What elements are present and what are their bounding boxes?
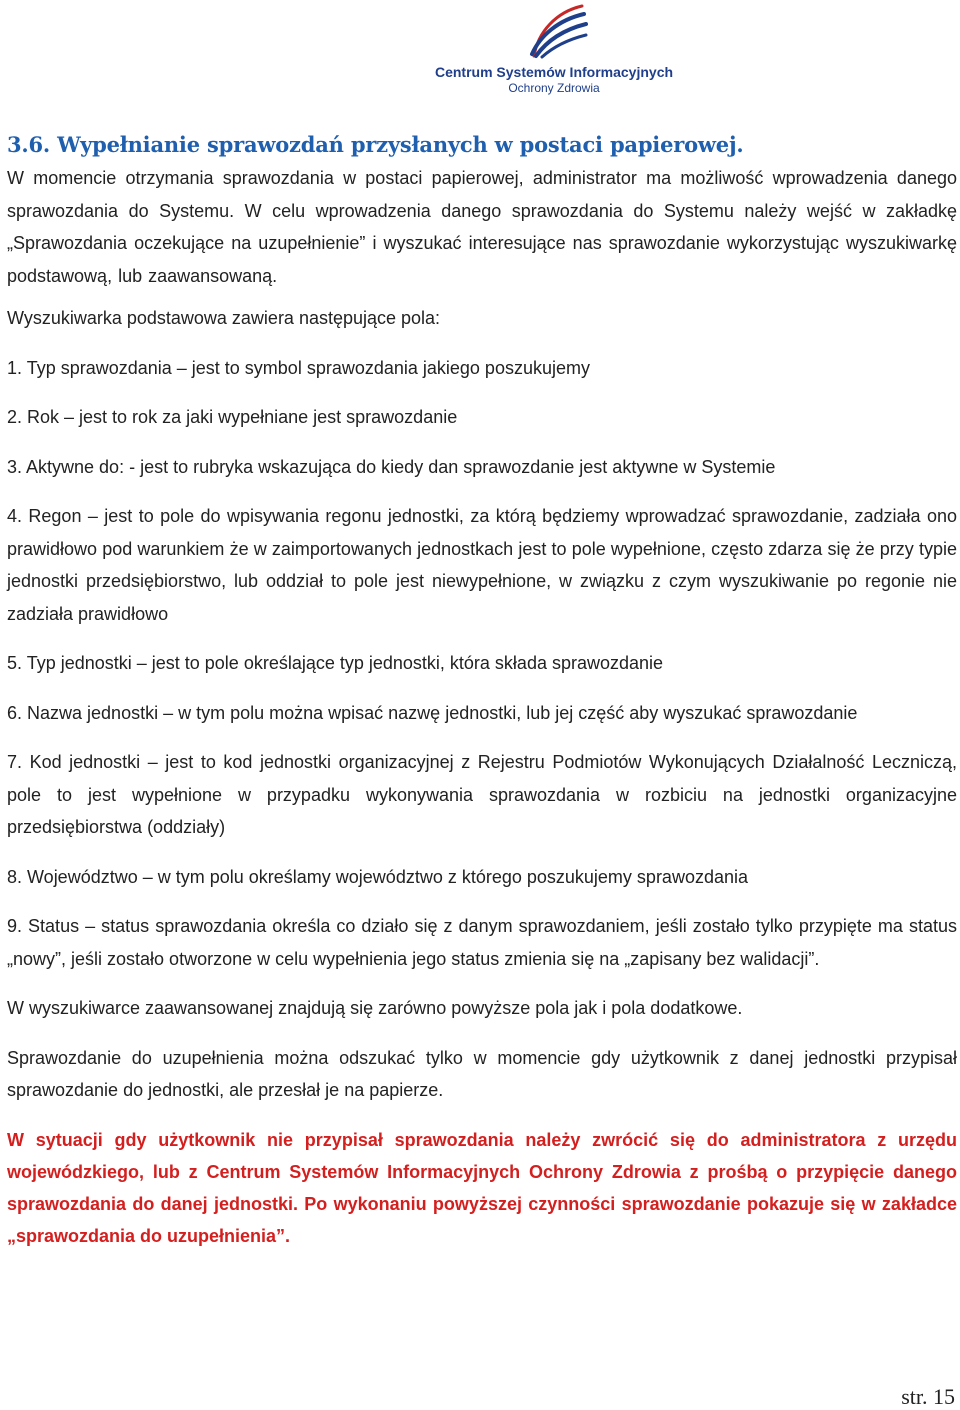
list-item: 1. Typ sprawozdania – jest to symbol sprawozdania jakiego poszukujemy [7,357,590,378]
section-title: 3.6. Wypełnianie sprawozdań przysłanych w postaci papierowej. [7,132,744,157]
page-number: str. 15 [901,1384,955,1409]
document-body [7,128,957,1252]
csioz-logo-icon [528,2,588,60]
warning-paragraph: W sytuacji gdy użytkownik nie przypisał sprawozdania należy zwrócić się do administratora z urzędu wojewódzkiego, lub z Centrum Systemów Informacyjnych Ochrony Zdrowia z prośbą o przypięcie danego sprawozdania do danej jednostki. Po wykonaniu powyższej czynności sprawozdanie pokazuje się w zakładce „sprawozdania do uzupełnienia”. [7,1129,957,1246]
list-item: 5. Typ jednostki – jest to pole określające typ jednostki, która składa sprawozdanie [7,653,664,673]
search-availability-note: Sprawozdanie do uzupełnienia można odszukać tylko w momencie gdy użytkownik z danej jednostki przypisał sprawozdanie do jednostki, ale przesłał je na papierze. [7,1047,957,1100]
list-item: 6. Nazwa jednostki – w tym polu można wpisać nazwę jednostki, lub jej część aby wyszukać sprawozdanie [7,702,858,723]
fields-heading: Wyszukiwarka podstawowa zawiera następujące pola: [7,308,441,328]
list-item: 2. Rok – jest to rok za jaki wypełniane jest sprawozdanie [7,407,458,427]
logo-name: Centrum Systemów Informacyjnych [434,64,674,80]
list-item: 8. Województwo – w tym polu określamy województwo z którego poszukujemy sprawozdania [7,866,748,887]
logo-subtitle: Ochrony Zdrowia [508,81,600,95]
list-item: 7. Kod jednostki – jest to kod jednostki organizacyjnej z Rejestru Podmiotów Wykonujących Działalność Leczniczą, pole to jest wypełnione w przypadku wykonywania sprawozdania w rozbiciu na jednostki organizacyjne przedsiębiorstwa (oddziały) [7,752,957,837]
list-item: 3. Aktywne do: - jest to rubryka wskazująca do kiedy dan sprawozdanie jest aktywne w Systemie [7,456,776,477]
list-item: 4. Regon – jest to pole do wpisywania regonu jednostki, za którą będziemy wprowadzać sprawozdanie, zadziała ono prawidłowo pod warunkiem że w zaimportowanych jednostkach jest to pole wypełnione, często zdarza się że przy typie jednostki przedsiębiorstwo, lub oddział to pole jest niewypełnione, w związku z czym wyszukiwanie po regonie nie zadziała prawidłowo [7,506,957,624]
list-item: 9. Status – status sprawozdania określa co działo się z danym sprawozdaniem, jeśli zostało tylko przypięte ma status „nowy”, jeśli zostało otworzone w celu wypełnienia jego status zmienia się na „zapisany bez walidacji”. [7,916,957,969]
advanced-search-note: W wyszukiwarce zaawansowanej znajdują się zarówno powyższe pola jak i pola dodatkowe. [7,998,743,1018]
csioz-logo [420,2,680,98]
intro-paragraph: W momencie otrzymania sprawozdania w postaci papierowej, administrator ma możliwość wprowadzenia danego sprawozdania do Systemu. W celu wprowadzenia danego sprawozdania do Systemu należy wejść w zakładkę „Sprawozdania oczekujące na uzupełnienie” i wyszukać interesujące nas sprawozdanie wykorzystując wyszukiwarkę podstawową, lub zaawansowaną. [7,168,957,286]
